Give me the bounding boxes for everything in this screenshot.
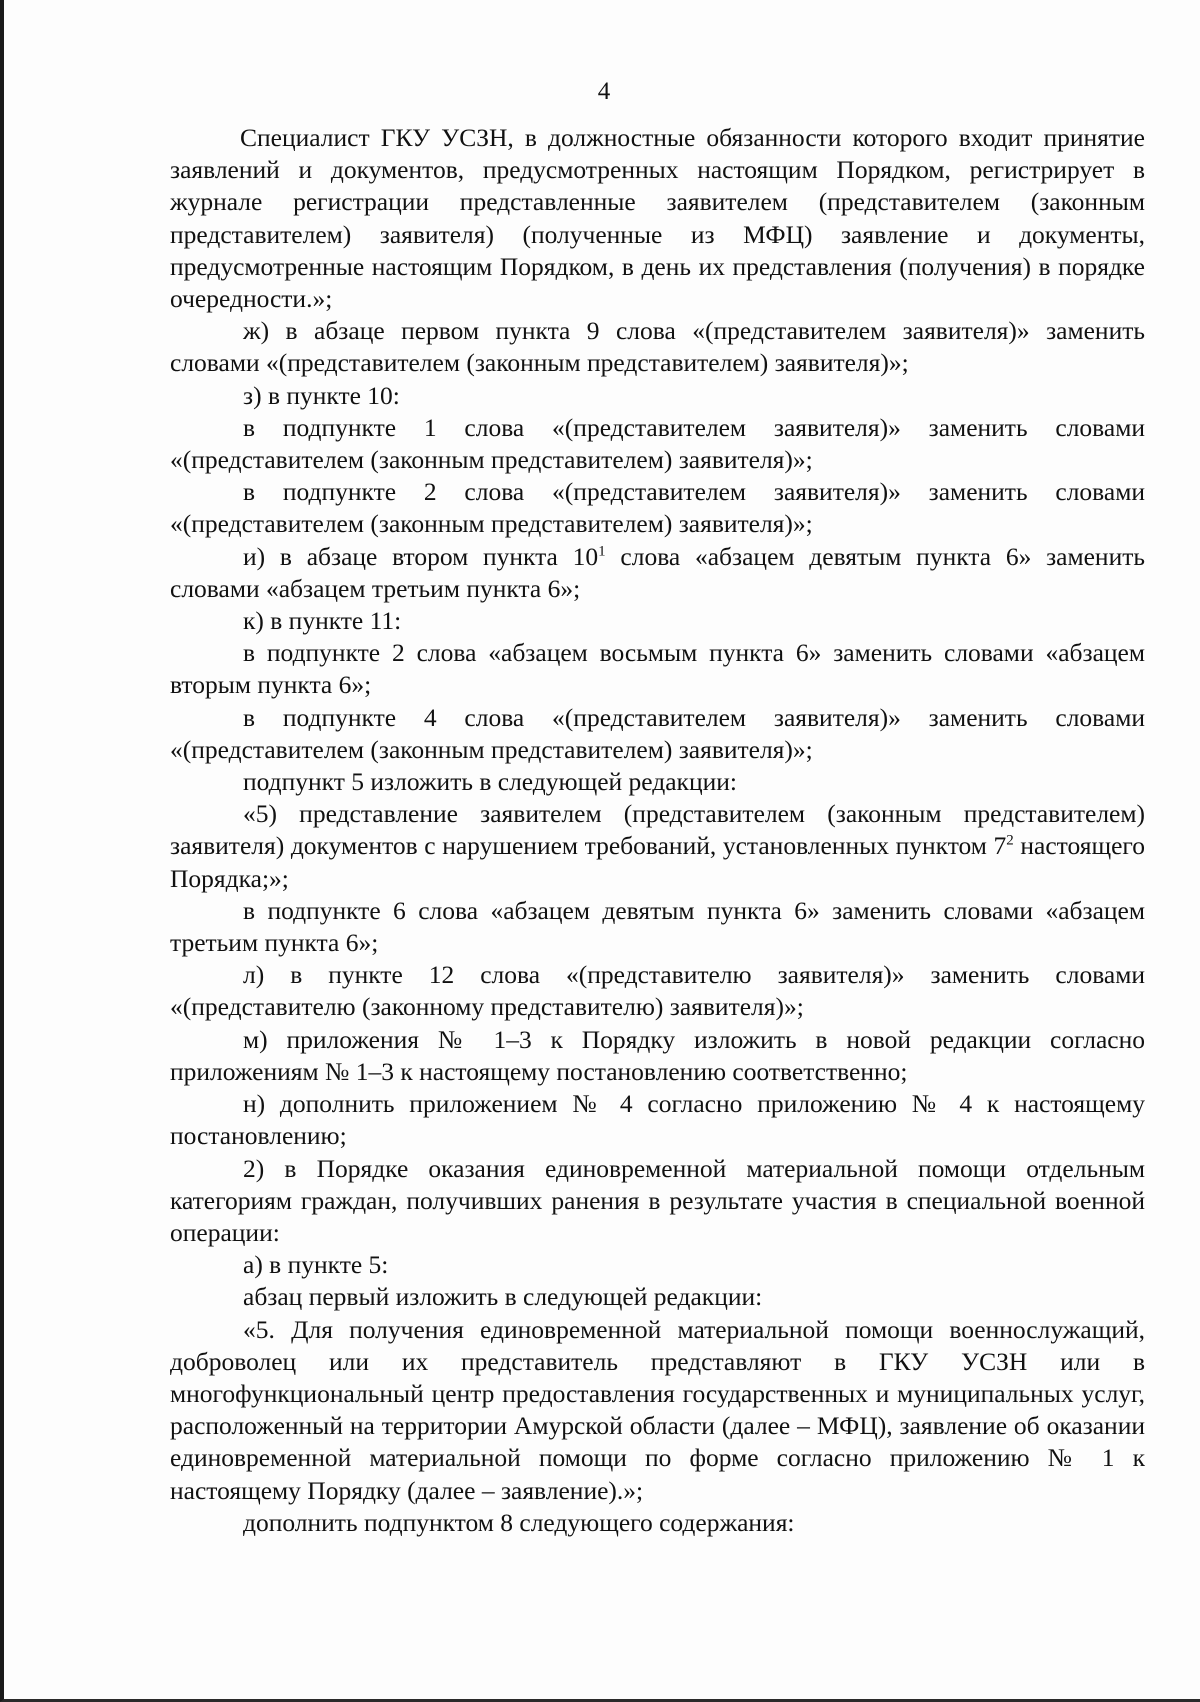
paragraph-5-text: «5. Для получения единовременной материальной помощи военнослужащий, доброволец или их представитель представляют в ГКУ УСЗН или в многофункциональный центр предоставления государственных и муниципальных услуг, расположенный на территории Амурской области (далее – МФЦ), заявление об оказании единовременной материальной помощи по форме согласно приложению № 1 к настоящему Порядку (далее – заявление).»; xyxy=(170,1314,1145,1505)
superscript-1: 1 xyxy=(598,543,606,560)
paragraph-k: к) в пункте 11: xyxy=(243,606,402,636)
paragraph-k-sub4: в подпункте 4 слова «(представителем заявителя)» заменить словами «(представителем (законным представителем) заявителя)»; xyxy=(170,702,1145,764)
paragraph-2: 2) в Порядке оказания единовременной материальной помощи отдельным категориям граждан, получивших ранения в результате участия в специальной военной операции: xyxy=(170,1153,1145,1247)
paragraph-add-sub8: дополнить подпунктом 8 следующего содержания: xyxy=(243,1507,795,1537)
paragraph-z-sub1: в подпункте 1 слова «(представителем заявителя)» заменить словами «(представителем (законным представителем) заявителя)»; xyxy=(170,412,1145,475)
superscript-2: 2 xyxy=(1006,832,1014,849)
paragraph-k-sub2: в подпункте 2 слова «абзацем восьмым пункта 6» заменить словами «абзацем вторым пункта 6»; xyxy=(170,638,1145,700)
paragraph-z: з) в пункте 10: xyxy=(243,380,400,410)
paragraph-a: а) в пункте 5: xyxy=(243,1250,389,1280)
document-body xyxy=(170,122,1145,1539)
paragraph-sub5-before: «5) представление заявителем (представителем (законным представителем) заявителя) документов с нарушением требований, установленных пунктом 7 xyxy=(170,799,1145,861)
paragraph-specialist: Специалист ГКУ УСЗН, в должностные обязанности которого входит принятие заявлений и документов, предусмотренных настоящим Порядком, регистрирует в журнале регистрации представленные заявителем (представителем (законным представителем) заявителя) (полученные из МФЦ) заявление и документы, предусмотренные настоящим Порядком, в день их представления (получения) в порядке очередности.»; xyxy=(170,123,1145,314)
paragraph-k-sub5-intro: подпункт 5 изложить в следующей редакции: xyxy=(243,767,737,797)
paragraph-n: н) дополнить приложением № 4 согласно приложению № 4 к настоящему постановлению; xyxy=(170,1089,1145,1151)
paragraph-sub5-text xyxy=(170,798,1145,895)
paragraph-z-sub2: в подпункте 2 слова «(представителем заявителя)» заменить словами «(представителем (законным представителем) заявителя)»; xyxy=(170,477,1145,539)
paragraph-sub5-after: настоящего Порядка;»; xyxy=(170,831,1145,893)
paragraph-i-text-after: слова «абзацем девятым пункта 6» заменить словами «абзацем третьим пункта 6»; xyxy=(170,541,1145,603)
paragraph-a-intro: абзац первый изложить в следующей редакции: xyxy=(243,1282,763,1312)
paragraph-l: л) в пункте 12 слова «(представителю заявителя)» заменить словами «(представителю (законному представителю) заявителя)»; xyxy=(170,960,1145,1022)
paragraph-zh: ж) в абзаце первом пункта 9 слова «(представителем заявителя)» заменить словами «(представителем (законным представителем) заявителя)»; xyxy=(170,316,1145,378)
paragraph-i xyxy=(170,541,1145,605)
paragraph-m: м) приложения № 1–3 к Порядку изложить в новой редакции согласно приложениям № 1–3 к настоящему постановлению соответственно; xyxy=(170,1024,1145,1086)
page-number: 4 xyxy=(597,78,611,105)
paragraph-k-sub6: в подпункте 6 слова «абзацем девятым пункта 6» заменить словами «абзацем третьим пункта 6»; xyxy=(170,895,1145,958)
paragraph-i-text: и) в абзаце втором пункта 10 xyxy=(243,541,599,571)
